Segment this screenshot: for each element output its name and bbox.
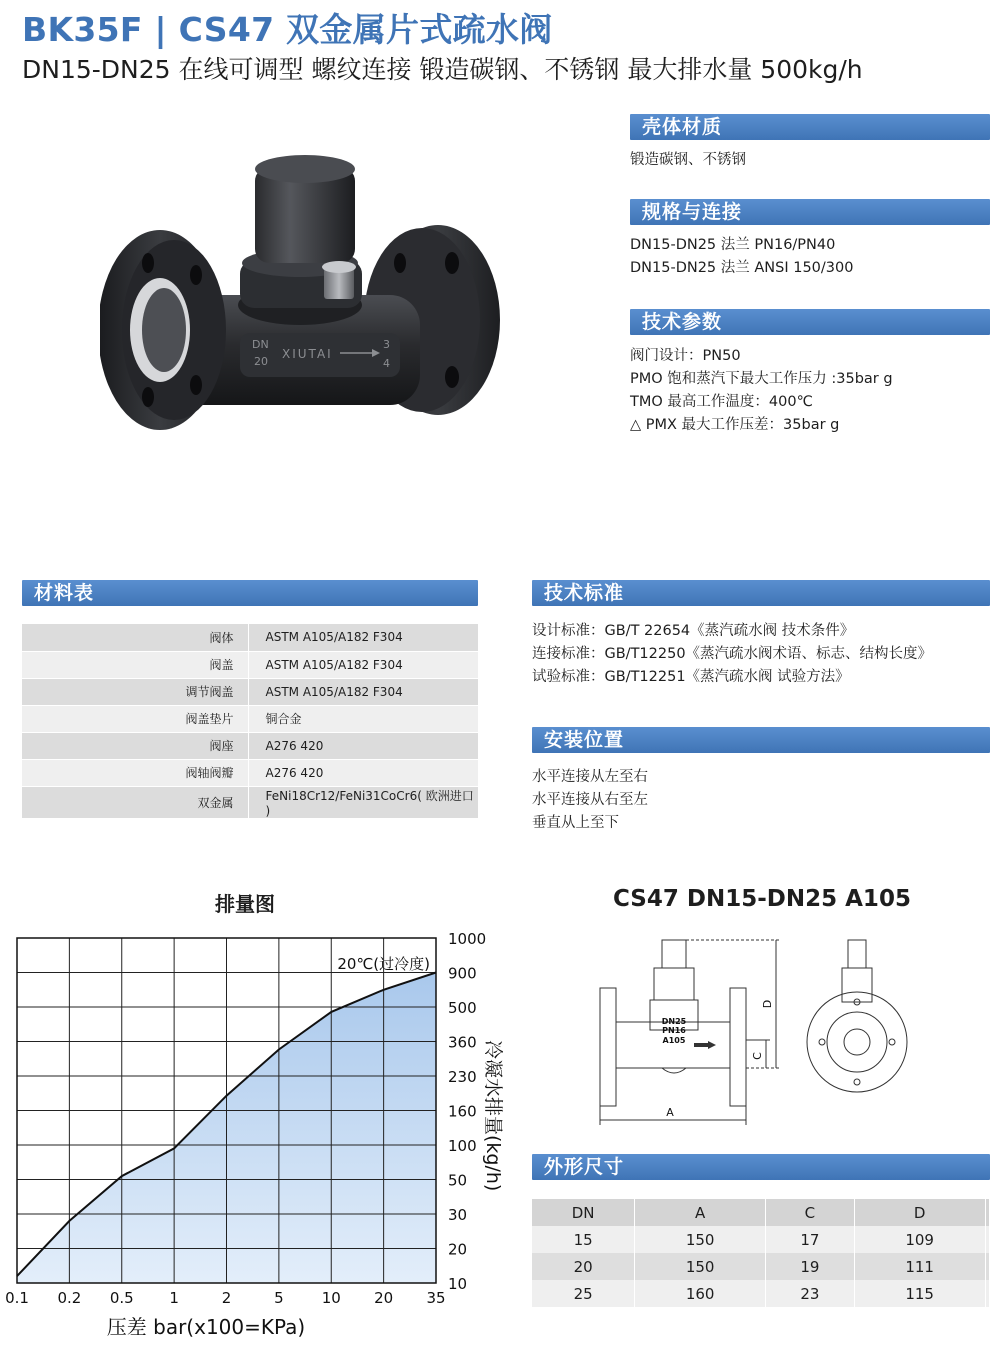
tech-param-line: PMO 饱和蒸汽下最大工作压力 :35bar g — [630, 371, 893, 387]
section-heading: 外形尺寸 — [544, 1156, 625, 1178]
casting-dn-mark: DN — [252, 338, 269, 351]
empty-cell — [985, 1280, 989, 1307]
tech-param-line: TMO 最高工作温度：400℃ — [630, 394, 813, 410]
dimensions-table — [532, 1199, 990, 1307]
x-tick-label: 10 — [321, 1289, 341, 1307]
empty-cell — [985, 1253, 989, 1280]
column-header: D — [854, 1199, 985, 1226]
section-heading: 壳体材质 — [642, 116, 723, 138]
x-tick-label: 0.1 — [5, 1289, 29, 1307]
body-material-text: 锻造碳钢、不锈钢 — [630, 152, 746, 168]
part-material: A276 420 — [248, 732, 478, 759]
section-heading: 规格与连接 — [642, 201, 743, 223]
drawing-mark-material: A105 — [662, 1036, 686, 1045]
casting-dn-value: 20 — [254, 355, 268, 368]
page-title: BK35F | CS47 双金属片式疏水阀 — [22, 10, 553, 49]
part-name: 双金属 — [22, 786, 248, 818]
casting-size-bottom: 4 — [383, 357, 390, 370]
x-tick-label: 2 — [221, 1289, 232, 1307]
cell: 20 — [532, 1253, 635, 1280]
cell: 25 — [532, 1280, 635, 1307]
section-spec — [630, 199, 990, 225]
section-heading: 安装位置 — [544, 729, 625, 751]
y-tick-label: 10 — [448, 1275, 468, 1293]
installation-line: 垂直从上至下 — [532, 815, 619, 831]
cell: 111 — [854, 1253, 985, 1280]
x-axis-label: 压差 bar(x100=KPa) — [106, 1315, 306, 1339]
empty-cell — [985, 1199, 989, 1226]
y-tick-label: 1000 — [448, 930, 487, 948]
part-name: 阀体 — [22, 624, 248, 651]
section-heading: 技术参数 — [642, 311, 723, 333]
standard-line: 设计标准：GB/T 22654《蒸汽疏水阀 技术条件》 — [532, 623, 855, 639]
table-row — [532, 1226, 990, 1253]
cell: 115 — [854, 1280, 985, 1307]
table-row — [532, 1280, 990, 1307]
x-tick-label: 35 — [426, 1289, 446, 1307]
part-material: A276 420 — [248, 759, 478, 786]
part-name: 阀盖 — [22, 651, 248, 678]
section-materials — [22, 580, 478, 606]
table-row — [22, 678, 478, 705]
part-material: ASTM A105/A182 F304 — [248, 624, 478, 651]
cell: 23 — [766, 1280, 855, 1307]
section-dimensions — [532, 1154, 990, 1180]
cell: 150 — [635, 1253, 766, 1280]
spec-line: DN15-DN25 法兰 ANSI 150/300 — [630, 260, 854, 276]
empty-cell — [985, 1226, 989, 1253]
section-installation — [532, 727, 990, 753]
table-row — [22, 705, 478, 732]
y-tick-label: 230 — [448, 1068, 477, 1086]
section-tech-params — [630, 309, 990, 335]
cell: 19 — [766, 1253, 855, 1280]
dim-label-c: C — [751, 1052, 764, 1060]
casting-brand: XIUTAI — [282, 347, 333, 361]
section-standards — [532, 580, 990, 606]
table-row — [22, 786, 478, 818]
column-header: C — [766, 1199, 855, 1226]
cell: 150 — [635, 1226, 766, 1253]
drawing-mark-pn: PN16 — [662, 1026, 686, 1035]
chart-title: 排量图 — [215, 892, 275, 916]
materials-table — [22, 624, 478, 819]
dimension-drawing — [590, 930, 920, 1130]
table-row — [22, 624, 478, 651]
dim-label-a: A — [666, 1106, 674, 1119]
tech-param-line: 阀门设计：PN50 — [630, 348, 741, 364]
y-tick-label: 20 — [448, 1240, 468, 1259]
casting-size-top: 3 — [383, 338, 390, 351]
spec-line: DN15-DN25 法兰 PN16/PN40 — [630, 237, 836, 253]
cell: 160 — [635, 1280, 766, 1307]
table-row — [532, 1253, 990, 1280]
part-material: 铜合金 — [248, 705, 478, 732]
x-tick-label: 0.5 — [109, 1289, 134, 1307]
section-heading: 技术标准 — [544, 582, 625, 604]
tech-param-line: △ PMX 最大工作压差：35bar g — [630, 417, 840, 433]
chart-annotation: 20℃(过冷度) — [337, 955, 430, 973]
page-subtitle: DN15-DN25 在线可调型 螺纹连接 锻造碳钢、不锈钢 最大排水量 500kg/h — [22, 55, 863, 84]
table-row — [22, 651, 478, 678]
column-header: A — [635, 1199, 766, 1226]
x-tick-label: 20 — [374, 1289, 394, 1307]
y-tick-label: 900 — [448, 964, 477, 983]
part-material: FeNi18Cr12/FeNi31CoCr6( 欧洲进口 ) — [248, 786, 478, 818]
installation-line: 水平连接从左至右 — [532, 769, 648, 785]
cell: 109 — [854, 1226, 985, 1253]
table-header-row — [532, 1199, 990, 1226]
drawing-title: CS47 DN15-DN25 A105 — [613, 886, 911, 912]
y-tick-label: 30 — [448, 1206, 468, 1224]
y-tick-label: 100 — [448, 1137, 477, 1155]
standard-line: 试验标准：GB/T12251《蒸汽疏水阀 试验方法》 — [532, 669, 850, 685]
x-tick-label: 1 — [169, 1289, 179, 1307]
part-name: 调节阀盖 — [22, 678, 248, 705]
installation-line: 水平连接从右至左 — [532, 792, 648, 808]
dim-label-d: D — [761, 999, 774, 1009]
table-row — [22, 732, 478, 759]
section-heading: 材料表 — [34, 582, 95, 604]
table-row — [22, 759, 478, 786]
part-name: 阀座 — [22, 732, 248, 759]
column-header: DN — [532, 1199, 635, 1226]
x-tick-label: 0.2 — [57, 1289, 82, 1307]
part-material: ASTM A105/A182 F304 — [248, 678, 478, 705]
drawing-mark-dn: DN25 — [661, 1017, 687, 1026]
y-axis-label: 冷凝水排量(kg/h) — [482, 1040, 504, 1192]
y-tick-label: 360 — [448, 1033, 477, 1052]
y-tick-label: 50 — [448, 1171, 468, 1190]
product-image — [100, 145, 520, 505]
cell: 17 — [766, 1226, 855, 1253]
y-tick-label: 160 — [448, 1102, 477, 1121]
x-tick-label: 5 — [274, 1289, 284, 1307]
part-material: ASTM A105/A182 F304 — [248, 651, 478, 678]
y-tick-label: 500 — [448, 999, 477, 1017]
standard-line: 连接标准：GB/T12250《蒸汽疏水阀术语、标志、结构长度》 — [532, 646, 933, 662]
capacity-chart — [0, 920, 520, 1345]
part-name: 阀盖垫片 — [22, 705, 248, 732]
part-name: 阀轴阀瓣 — [22, 759, 248, 786]
cell: 15 — [532, 1226, 635, 1253]
section-body-material — [630, 114, 990, 140]
